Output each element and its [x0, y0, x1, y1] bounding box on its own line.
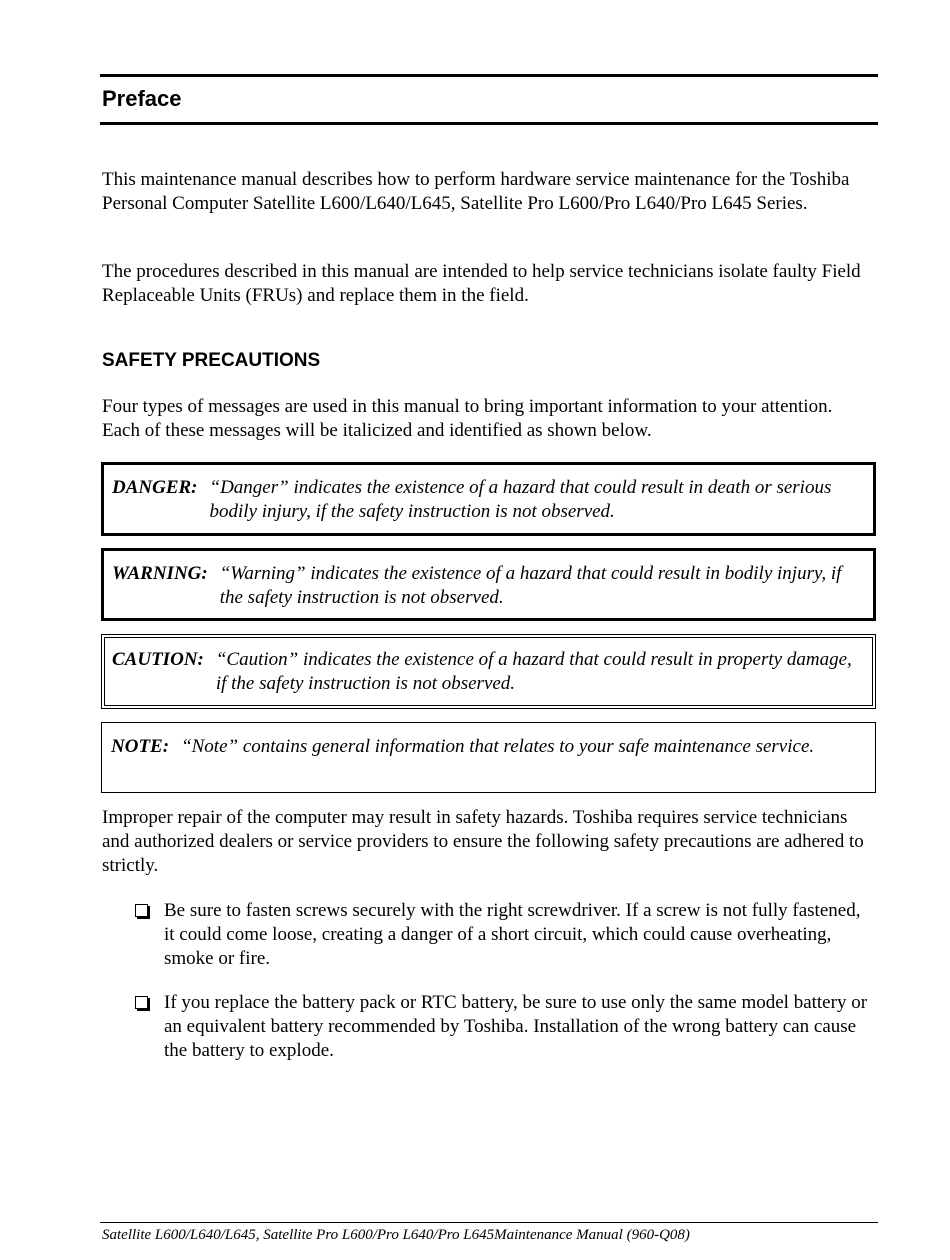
list-item — [132, 899, 872, 971]
page-title: Preface — [102, 86, 182, 111]
note-message-box — [101, 722, 876, 793]
danger-text: “Danger” indicates the existence of a hazard that could result in death or serious bodily injury, if the safety instruction is not observed. — [209, 477, 832, 522]
title-rule-bottom — [100, 122, 878, 125]
danger-message-box — [101, 462, 876, 536]
danger-label: DANGER: — [112, 477, 198, 498]
checkbox-bullet-icon — [132, 899, 164, 971]
caution-label: CAUTION: — [112, 649, 204, 670]
note-label: NOTE: — [111, 736, 170, 757]
safety-body-paragraph: Improper repair of the computer may result in safety hazards. Toshiba requires service technicians and authorized dealers or service providers to ensure the following safety precautions are adhered to strictly. — [102, 807, 864, 876]
list-item — [132, 991, 872, 1063]
caution-text: “Caution” indicates the existence of a hazard that could result in property damage, if the safety instruction is not observed. — [215, 649, 852, 694]
page-footer: Satellite L600/L640/L645, Satellite Pro L600/Pro L640/Pro L645Maintenance Manual (960-Q08) — [102, 1227, 690, 1243]
warning-message-box — [101, 548, 876, 621]
warning-label: WARNING: — [112, 563, 208, 584]
safety-intro-paragraph: Four types of messages are used in this manual to bring important information to your attention. Each of these messages will be italicized and identified as shown below. — [102, 396, 833, 441]
safety-precautions-list — [132, 899, 872, 1083]
section-heading-safety: SAFETY PRECAUTIONS — [102, 350, 321, 371]
title-rule-top — [100, 74, 878, 77]
checkbox-bullet-icon — [132, 991, 164, 1063]
list-item-text: If you replace the battery pack or RTC battery, be sure to use only the same model battery or an equivalent battery recommended by Toshiba. Installation of the wrong battery can cause the battery to explode. — [164, 992, 868, 1061]
list-item-text: Be sure to fasten screws securely with the right screwdriver. If a screw is not fully fastened, it could come loose, creating a danger of a short circuit, which could cause overheating, smoke or fire. — [164, 900, 861, 969]
note-text: “Note” contains general information that relates to your safe maintenance service. — [181, 736, 815, 757]
footer-rule — [100, 1222, 878, 1223]
caution-message-box — [101, 634, 876, 709]
intro-paragraph-2: The procedures described in this manual are intended to help service technicians isolate faulty Field Replaceable Units (FRUs) and replace them in the field. — [102, 261, 861, 306]
warning-text: “Warning” indicates the existence of a hazard that could result in bodily injury, if the safety instruction is not observed. — [219, 563, 842, 608]
intro-paragraph-1: This maintenance manual describes how to perform hardware service maintenance for the Toshiba Personal Computer Satellite L600/L640/L645, Satellite Pro L600/Pro L640/Pro L645 Series. — [102, 169, 850, 214]
